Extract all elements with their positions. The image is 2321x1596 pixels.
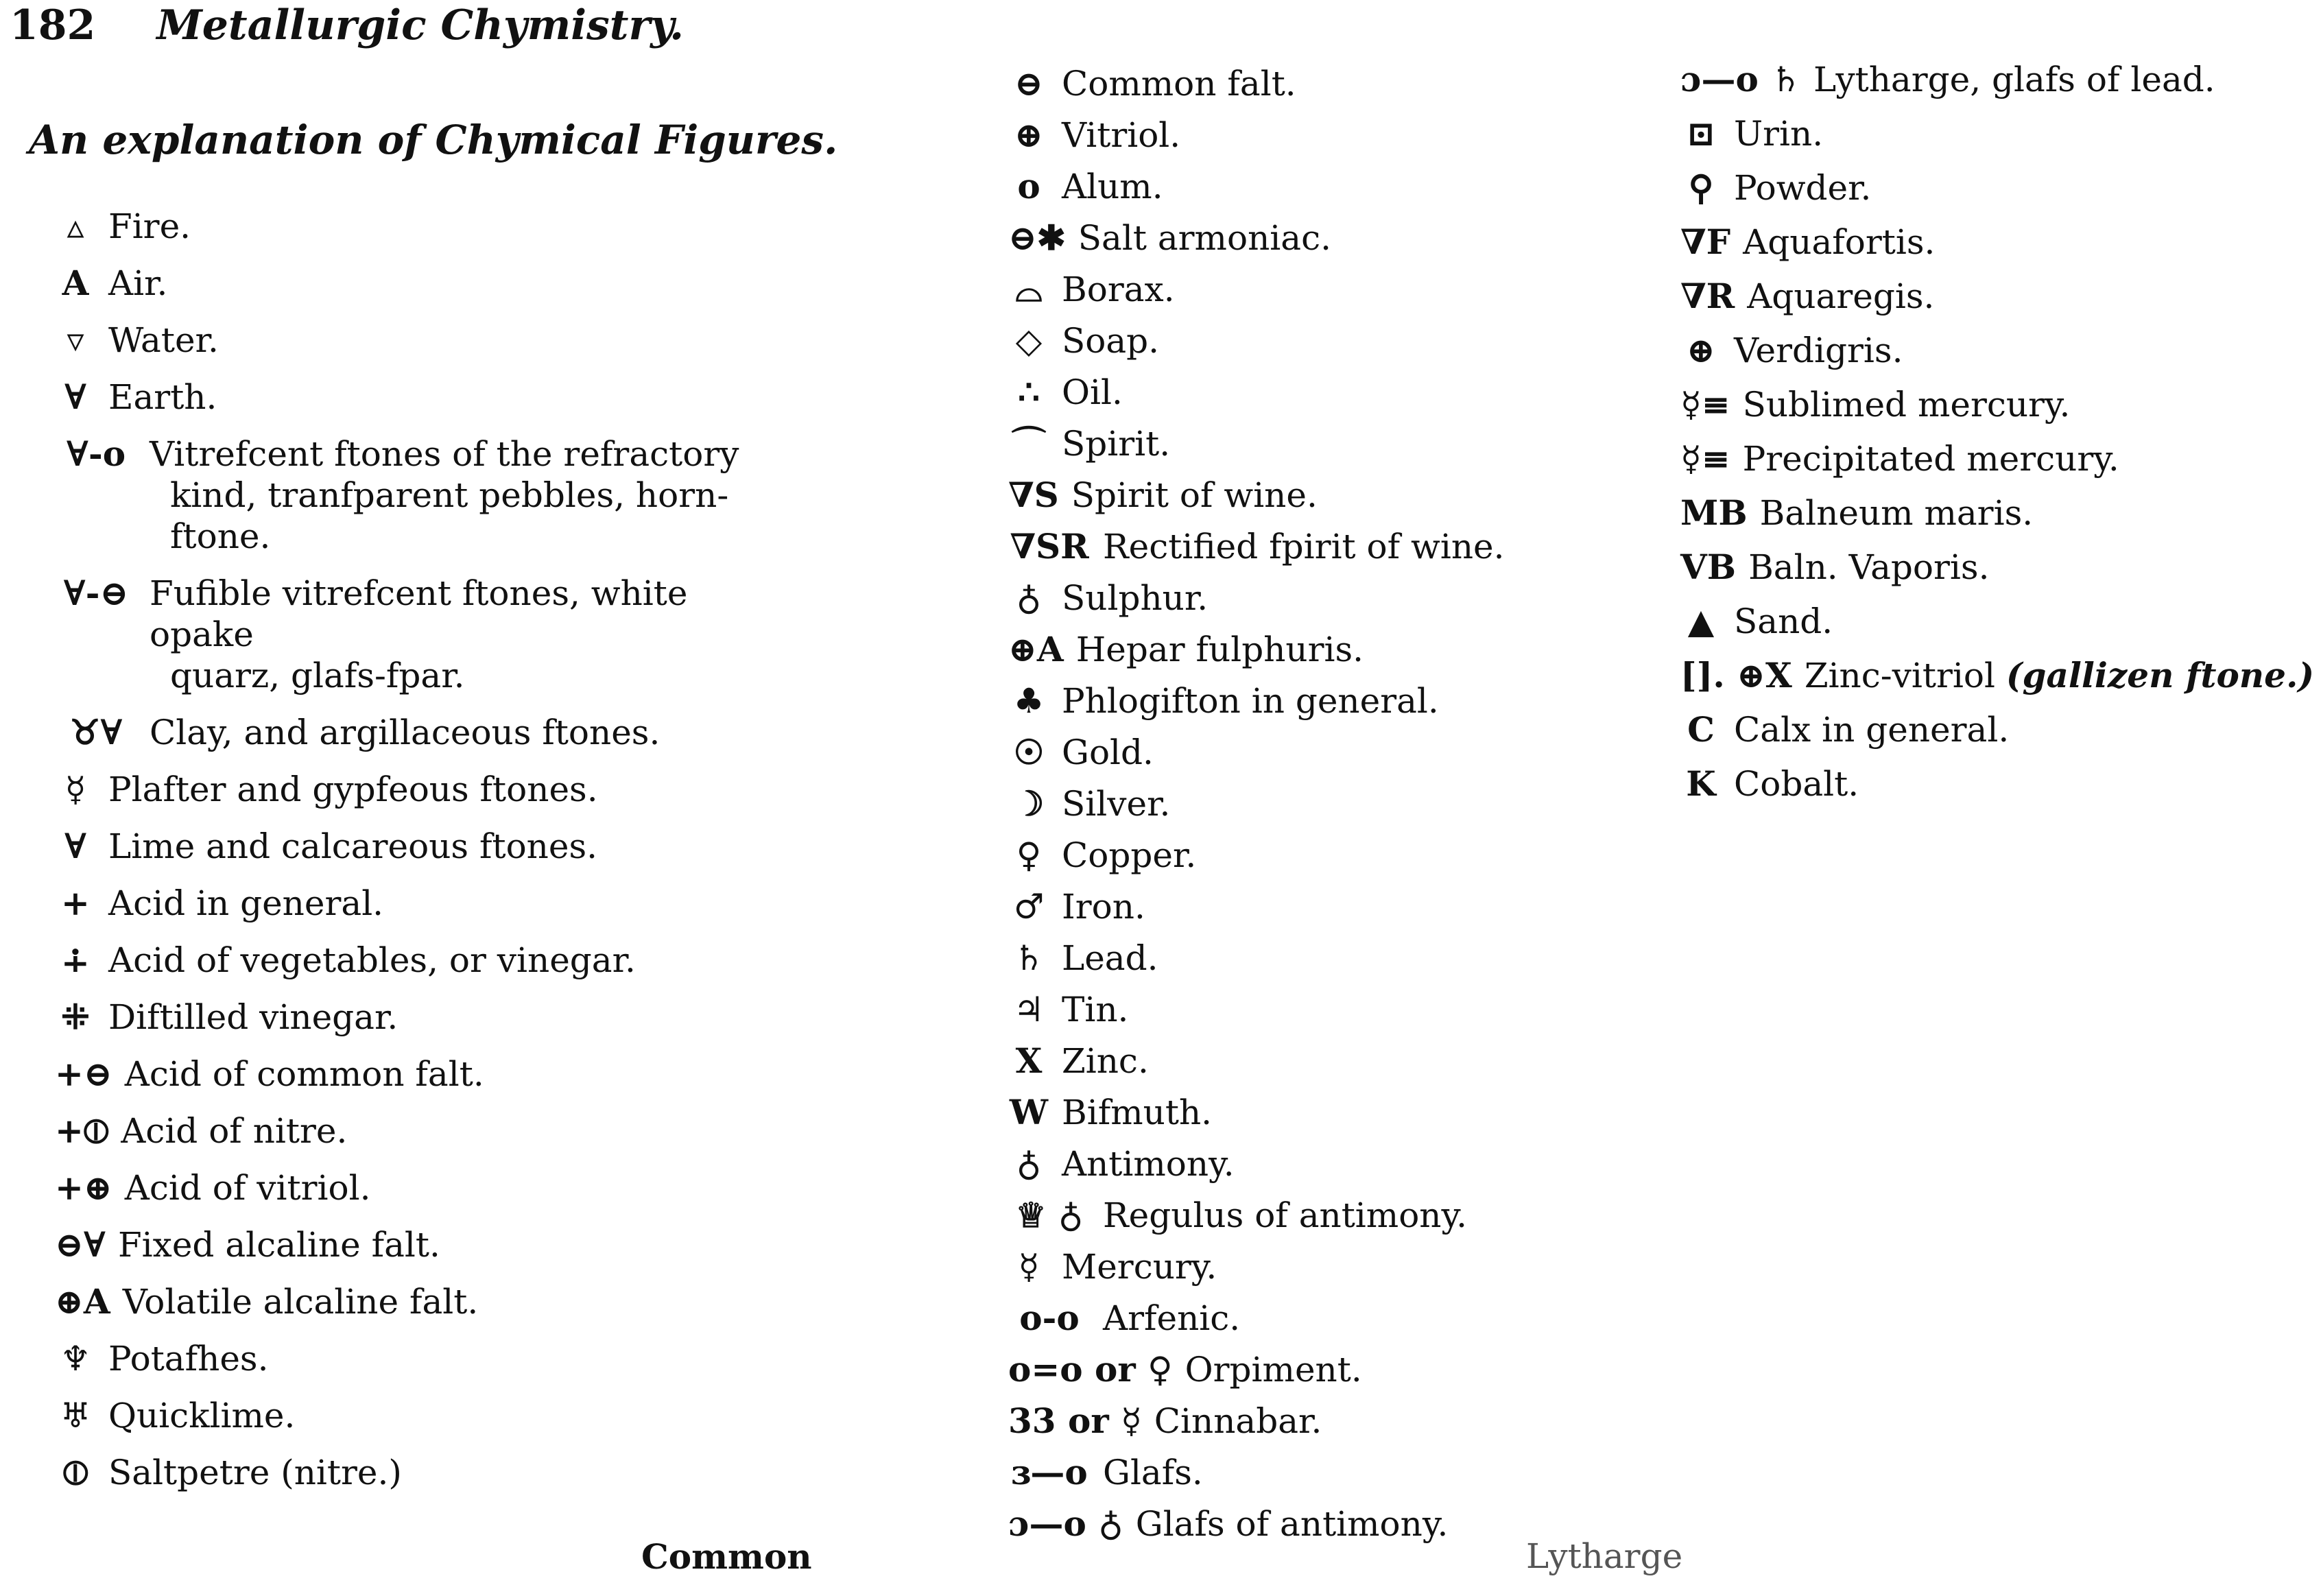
- chymical-symbol-icon: ♃: [1013, 989, 1045, 1029]
- symbol-entry: [55, 1110, 809, 1152]
- symbol-meaning: Diftilled vinegar.: [108, 997, 398, 1037]
- chymical-symbol-icon: 33 or ☿: [1008, 1401, 1142, 1441]
- catchword-right: Lytharge: [1526, 1536, 1683, 1576]
- page-header: [10, 1, 684, 49]
- symbol-meaning: Baln. Vaporis.: [1748, 547, 1990, 587]
- symbol-entry: [55, 712, 809, 753]
- chymical-symbol-icon: o-o: [1019, 1298, 1080, 1338]
- symbol-entry: [55, 377, 809, 418]
- symbol-meaning: Air.: [108, 263, 168, 303]
- symbol-meaning: Fixed alcaline falt.: [117, 1225, 440, 1265]
- symbol-entry: [1008, 680, 1694, 722]
- symbol-entry: [55, 1224, 809, 1265]
- chymical-symbol-icon: VB: [1680, 547, 1737, 587]
- symbol-entry: [1008, 1349, 1694, 1390]
- symbol-entry: [1008, 835, 1694, 876]
- chymical-symbol-icon: ☿: [1018, 1246, 1040, 1287]
- chymical-symbol-icon: ⊕: [1014, 115, 1043, 155]
- symbol-meaning: Rectified fpirit of wine.: [1103, 527, 1505, 567]
- symbol-meaning: Cinnabar.: [1154, 1401, 1322, 1441]
- symbol-meaning: Sublimed mercury.: [1742, 385, 2071, 425]
- symbol-meaning: Fufible vitrefcent ftones, white opake: [150, 573, 688, 654]
- symbol-entry: [55, 1395, 809, 1436]
- symbol-meaning: Gold.: [1062, 733, 1154, 772]
- symbol-meaning: Fire.: [108, 206, 191, 246]
- chymical-symbol-icon: ∀-⊖: [63, 573, 129, 613]
- chymical-symbol-icon: ♁: [1016, 577, 1042, 618]
- chymical-symbol-icon: ⁜: [61, 997, 90, 1037]
- symbol-entry: [1008, 989, 1694, 1030]
- symbol-entry: [55, 769, 809, 810]
- symbol-meaning: Clay, and argillaceous ftones.: [150, 713, 660, 752]
- chymical-symbol-icon: ⊡: [1687, 113, 1715, 154]
- chymical-symbol-icon: ɔ—o ♄: [1680, 59, 1802, 99]
- chymical-symbol-icon: ∀: [64, 826, 87, 866]
- symbol-meaning: Arfenic.: [1103, 1298, 1241, 1338]
- chymical-symbol-icon: ∀-o: [66, 433, 126, 474]
- chymical-symbol-icon: ◇: [1015, 320, 1043, 361]
- symbol-meaning: Lead.: [1062, 938, 1158, 978]
- chymical-symbol-icon: []. ⊕X: [1680, 655, 1792, 695]
- symbol-entry: [55, 940, 809, 981]
- symbol-meaning: Quicklime.: [108, 1396, 296, 1436]
- symbol-column-2: [1008, 63, 1694, 1555]
- symbol-meaning: Silver.: [1062, 784, 1171, 824]
- symbol-meaning: Tin.: [1062, 990, 1129, 1029]
- chymical-symbol-icon: ∇SR: [1010, 526, 1089, 567]
- chymical-symbol-icon: +⊖: [55, 1053, 112, 1094]
- symbol-meaning: Acid in general.: [108, 883, 384, 923]
- symbol-meaning-continued: ftone.: [170, 516, 271, 556]
- chymical-symbol-icon: A: [62, 263, 89, 303]
- symbol-meaning: Saltpetre (nitre.): [108, 1453, 402, 1492]
- chymical-symbol-icon: C: [1687, 709, 1715, 750]
- chymical-symbol-icon: ♀: [1016, 835, 1042, 875]
- symbol-meaning: Salt armoniac.: [1078, 218, 1331, 258]
- symbol-entry: [55, 206, 809, 247]
- symbol-meaning: Common falt.: [1062, 64, 1296, 104]
- symbol-meaning: Glafs.: [1103, 1453, 1203, 1492]
- symbol-meaning: Copper.: [1062, 835, 1197, 875]
- symbol-meaning: Balneum maris.: [1759, 493, 2034, 533]
- symbol-meaning: Regulus of antimony.: [1103, 1195, 1468, 1235]
- symbol-meaning: Spirit of wine.: [1071, 475, 1318, 515]
- symbol-meaning: Verdigris.: [1734, 331, 1903, 370]
- chymical-symbol-icon: MB: [1680, 492, 1748, 533]
- symbol-note: (gallizen ftone.): [2005, 655, 2315, 695]
- page-number: 182: [10, 1, 96, 49]
- chymical-symbol-icon: ⌒: [1012, 423, 1046, 464]
- symbol-entry: [1680, 384, 2318, 425]
- chymical-symbol-icon: ▵: [67, 206, 84, 246]
- symbol-meaning: Glafs of antimony.: [1135, 1504, 1449, 1544]
- symbol-meaning: Iron.: [1062, 887, 1145, 927]
- symbol-entry: [1680, 59, 2318, 100]
- symbol-meaning: Aquafortis.: [1743, 222, 1936, 262]
- symbol-entry: [1008, 1452, 1694, 1493]
- symbol-meaning: Water.: [108, 320, 219, 360]
- symbol-entry: [1008, 269, 1694, 310]
- symbol-meaning: Earth.: [108, 377, 217, 417]
- symbol-entry: [1680, 113, 2318, 154]
- chymical-symbol-icon: ♣: [1013, 680, 1045, 721]
- chymical-symbol-icon: ☿: [64, 769, 86, 809]
- symbol-entry: [1008, 166, 1694, 207]
- chymical-symbol-icon: ⊕A: [1008, 629, 1064, 669]
- chymical-symbol-icon: X: [1015, 1040, 1043, 1081]
- symbol-entry: [55, 1338, 809, 1379]
- symbol-entry: [1008, 423, 1694, 464]
- chymical-symbol-icon: ♉︎∀: [69, 712, 123, 752]
- symbol-entry: [1008, 1092, 1694, 1133]
- chymical-symbol-icon: +⊕: [55, 1167, 112, 1208]
- symbol-meaning: Soap.: [1062, 321, 1160, 361]
- symbol-meaning: Urin.: [1734, 114, 1824, 154]
- symbol-meaning: Cobalt.: [1734, 764, 1859, 804]
- symbol-meaning: Phlogifton in general.: [1062, 681, 1439, 721]
- symbol-entry: [55, 573, 809, 696]
- symbol-meaning: Acid of vitriol.: [124, 1168, 371, 1208]
- symbol-meaning: Orpiment.: [1185, 1350, 1362, 1390]
- chymical-symbol-icon: ⚲: [1688, 167, 1714, 208]
- chymical-symbol-icon: ⌓: [1015, 269, 1043, 309]
- symbol-meaning-continued: kind, tranfparent pebbles, horn-: [170, 475, 729, 515]
- symbol-entry: [1008, 1246, 1694, 1287]
- chymical-symbol-icon: ∇S: [1008, 475, 1059, 515]
- symbol-meaning: Sand.: [1734, 602, 1833, 641]
- symbol-entry: [1680, 330, 2318, 371]
- chymical-symbol-icon: ♁: [1016, 1143, 1042, 1184]
- chymical-symbol-icon: ♄: [1013, 938, 1045, 978]
- symbol-entry: [1008, 629, 1694, 670]
- chymical-symbol-icon: ☿≡: [1680, 438, 1730, 479]
- chymical-symbol-icon: ɔ—o ♁: [1008, 1503, 1123, 1544]
- chymical-symbol-icon: ⦶: [62, 1452, 88, 1492]
- symbol-entry: [1680, 276, 2318, 317]
- chymical-symbol-icon: ∇F: [1680, 222, 1731, 262]
- chymical-symbol-icon: +⦶: [55, 1110, 109, 1151]
- chymical-symbol-icon: ⊖: [1014, 63, 1043, 104]
- symbol-entry: [1680, 601, 2318, 642]
- symbol-meaning: Antimony.: [1062, 1144, 1235, 1184]
- symbol-meaning: Mercury.: [1062, 1247, 1217, 1287]
- chymical-symbol-icon: ☿≡: [1680, 384, 1730, 425]
- chymical-symbol-icon: ∴: [1018, 372, 1040, 412]
- symbol-entry: [55, 1167, 809, 1208]
- symbol-entry: [1008, 938, 1694, 979]
- symbol-entry: [55, 1053, 809, 1095]
- symbol-meaning: Powder.: [1734, 168, 1872, 208]
- symbol-entry: [1680, 655, 2318, 696]
- symbol-entry: [1008, 320, 1694, 361]
- section-title: An explanation of Chymical Figures.: [29, 117, 838, 163]
- symbol-meaning: Bifmuth.: [1062, 1093, 1213, 1132]
- chymical-symbol-icon: W: [1009, 1092, 1049, 1132]
- symbol-meaning: Borax.: [1062, 270, 1175, 309]
- chymical-symbol-icon: +: [61, 883, 90, 923]
- chymical-symbol-icon: ♂: [1013, 886, 1045, 927]
- symbol-meaning: Precipitated mercury.: [1742, 439, 2119, 479]
- symbol-entry: [1008, 1401, 1694, 1442]
- symbol-entry: [1008, 1298, 1694, 1339]
- symbol-entry: [1680, 438, 2318, 479]
- chymical-symbol-icon: ▲: [1687, 601, 1715, 641]
- symbol-meaning: Potafhes.: [108, 1339, 269, 1379]
- symbol-entry: [1680, 222, 2318, 263]
- symbol-entry: [1008, 886, 1694, 927]
- symbol-meaning: Aquaregis.: [1747, 276, 1935, 316]
- symbol-entry: [1680, 167, 2318, 209]
- symbol-entry: [55, 883, 809, 924]
- symbol-entry: [1008, 63, 1694, 104]
- symbol-entry: [55, 433, 809, 557]
- running-head: Metallurgic Chymistry.: [156, 1, 684, 49]
- symbol-entry: [1008, 475, 1694, 516]
- symbol-entry: [1680, 763, 2318, 805]
- chymical-symbol-icon: ☉: [1013, 732, 1045, 772]
- symbol-meaning: Zinc-vitriol: [1804, 656, 1995, 695]
- symbol-meaning-continued: quarz, glafs-fpar.: [170, 656, 465, 695]
- chymical-symbol-icon: ⊕A: [55, 1281, 110, 1322]
- symbol-meaning: Calx in general.: [1734, 710, 2010, 750]
- symbol-meaning: Alum.: [1062, 167, 1163, 206]
- symbol-meaning: Volatile alcaline falt.: [122, 1282, 479, 1322]
- chymical-symbol-icon: ∇R: [1680, 276, 1735, 316]
- chymical-symbol-icon: ▿: [67, 320, 84, 360]
- chymical-symbol-icon: ☽: [1013, 783, 1045, 824]
- chymical-symbol-icon: ♕ ♁: [1015, 1195, 1084, 1235]
- symbol-entry: [1680, 709, 2318, 750]
- chymical-symbol-icon: ⊖✱: [1008, 217, 1066, 258]
- symbol-entry: [1008, 1143, 1694, 1184]
- symbol-entry: [1680, 492, 2318, 534]
- symbol-meaning: Acid of nitre.: [121, 1111, 348, 1151]
- symbol-entry: [55, 1452, 809, 1493]
- chymical-symbol-icon: ♅: [60, 1395, 91, 1436]
- chymical-symbol-icon: ∀: [64, 377, 87, 417]
- symbol-meaning: Spirit.: [1062, 424, 1171, 464]
- symbol-entry: [1008, 1040, 1694, 1082]
- symbol-meaning: Lime and calcareous ftones.: [108, 826, 598, 866]
- symbol-meaning: Vitriol.: [1062, 115, 1181, 155]
- symbol-entry: [55, 1281, 809, 1322]
- symbol-entry: [55, 997, 809, 1038]
- chymical-symbol-icon: ⊕: [1687, 330, 1715, 370]
- symbol-entry: [1008, 372, 1694, 413]
- chymical-symbol-icon: ⊖∀: [55, 1224, 106, 1265]
- symbol-entry: [55, 263, 809, 304]
- symbol-meaning: Lytharge, glafs of lead.: [1813, 60, 2215, 99]
- symbol-entry: [55, 826, 809, 867]
- chymical-symbol-icon: ♆: [60, 1338, 91, 1379]
- chymical-symbol-icon: ɜ—o: [1011, 1452, 1088, 1492]
- symbol-entry: [1008, 1195, 1694, 1236]
- symbol-entry: [1008, 577, 1694, 619]
- symbol-meaning: Sulphur.: [1062, 578, 1209, 618]
- symbol-meaning: Vitrefcent ftones of the refractory: [150, 434, 739, 474]
- symbol-column-1: [55, 206, 809, 1509]
- chymical-symbol-icon: o=o or ♀: [1008, 1349, 1173, 1390]
- symbol-meaning: Zinc.: [1062, 1041, 1149, 1081]
- chymical-symbol-icon: ∔: [61, 940, 90, 980]
- symbol-meaning: Plafter and gypfeous ftones.: [108, 770, 598, 809]
- symbol-meaning: Acid of vegetables, or vinegar.: [108, 940, 636, 980]
- symbol-entry: [1680, 547, 2318, 588]
- catchword-left: Common: [641, 1536, 812, 1577]
- chymical-symbol-icon: K: [1686, 763, 1716, 804]
- symbol-meaning: Hepar fulphuris.: [1075, 630, 1364, 669]
- symbol-entry: [55, 320, 809, 361]
- chymical-symbol-icon: o: [1017, 166, 1040, 206]
- symbol-entry: [1008, 732, 1694, 773]
- symbol-entry: [1008, 526, 1694, 567]
- symbol-meaning: Oil.: [1062, 372, 1123, 412]
- symbol-entry: [1008, 783, 1694, 824]
- symbol-entry: [1008, 115, 1694, 156]
- symbol-entry: [1008, 217, 1694, 259]
- symbol-column-3: [1680, 59, 2318, 818]
- symbol-meaning: Acid of common falt.: [124, 1054, 484, 1094]
